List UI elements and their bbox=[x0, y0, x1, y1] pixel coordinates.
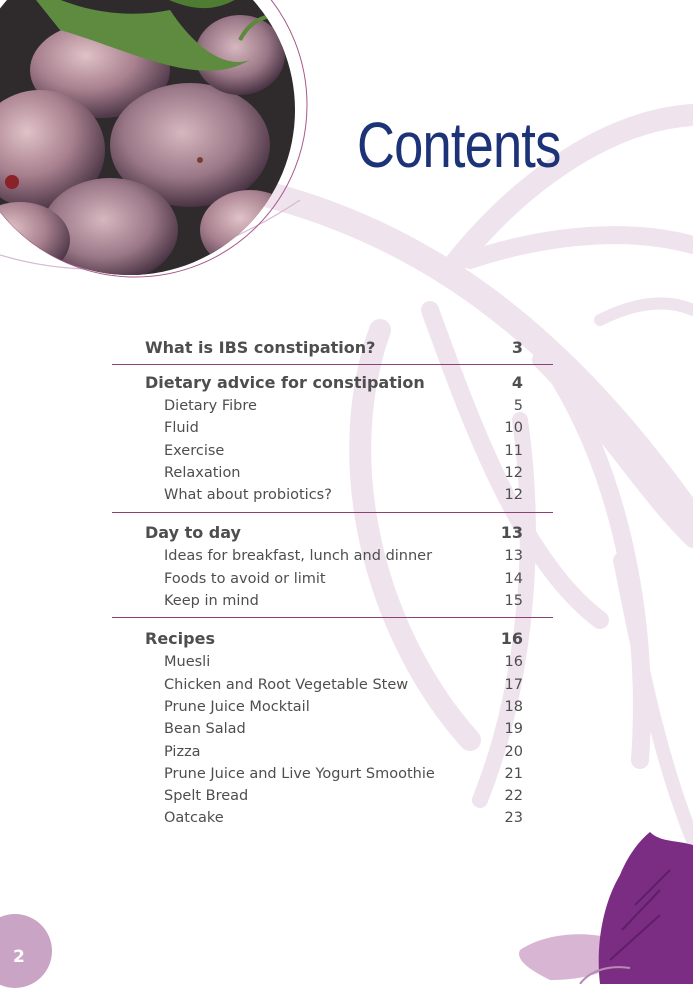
toc-item-label: Foods to avoid or limit bbox=[164, 570, 326, 587]
toc-section bbox=[112, 336, 553, 365]
table-of-contents bbox=[112, 336, 553, 830]
toc-item-page: 13 bbox=[504, 548, 523, 565]
toc-item-row[interactable] bbox=[112, 545, 553, 567]
toc-item-row[interactable] bbox=[112, 568, 553, 590]
toc-item-page: 15 bbox=[504, 593, 523, 610]
toc-item-page: 20 bbox=[504, 743, 523, 760]
toc-item-page: 19 bbox=[504, 721, 523, 738]
toc-item-page: 21 bbox=[504, 765, 523, 782]
toc-item-label: Dietary Fibre bbox=[164, 398, 257, 414]
toc-section bbox=[112, 513, 553, 618]
toc-item-label: Relaxation bbox=[164, 464, 241, 481]
toc-item-label: What about probiotics? bbox=[164, 487, 332, 504]
toc-heading-page: 13 bbox=[500, 523, 523, 543]
toc-item-row[interactable] bbox=[112, 718, 553, 740]
toc-item-label: Ideas for breakfast, lunch and dinner bbox=[164, 548, 433, 565]
toc-item-label: Pizza bbox=[164, 743, 201, 760]
toc-item-page: 17 bbox=[504, 676, 523, 693]
toc-heading-page: 4 bbox=[511, 373, 523, 392]
toc-heading-row[interactable] bbox=[112, 627, 553, 651]
toc-heading-row[interactable] bbox=[112, 336, 553, 360]
toc-item-page: 11 bbox=[504, 442, 523, 459]
toc-item-row[interactable] bbox=[112, 590, 553, 612]
toc-item-row[interactable] bbox=[112, 417, 553, 439]
toc-item-page: 18 bbox=[504, 698, 523, 715]
toc-item-page: 10 bbox=[504, 420, 523, 437]
toc-item-row[interactable] bbox=[112, 440, 553, 462]
toc-item-label: Prune Juice and Live Yogurt Smoothie bbox=[164, 765, 435, 782]
toc-section bbox=[112, 365, 553, 513]
page-number: 2 bbox=[13, 947, 25, 967]
toc-heading-page: 16 bbox=[500, 629, 523, 649]
toc-heading-label: Recipes bbox=[145, 629, 215, 649]
page-title: Contents bbox=[357, 109, 561, 181]
toc-item-page: 16 bbox=[504, 654, 523, 671]
toc-item-label: Oatcake bbox=[164, 810, 224, 827]
corner-leaf-icon bbox=[510, 820, 693, 984]
toc-item-label: Exercise bbox=[164, 442, 225, 459]
toc-item-page: 14 bbox=[504, 570, 523, 587]
toc-item-row[interactable] bbox=[112, 674, 553, 696]
toc-item-label: Fluid bbox=[164, 420, 199, 437]
toc-item-page: 12 bbox=[504, 464, 523, 481]
toc-heading-row[interactable] bbox=[112, 521, 553, 545]
toc-item-label: Keep in mind bbox=[164, 593, 259, 610]
toc-item-row[interactable] bbox=[112, 484, 553, 506]
toc-item-page: 12 bbox=[504, 487, 523, 504]
toc-item-row[interactable] bbox=[112, 741, 553, 763]
toc-item-row[interactable] bbox=[112, 696, 553, 718]
toc-item-row[interactable] bbox=[112, 395, 553, 417]
toc-item-row[interactable] bbox=[112, 462, 553, 484]
toc-item-label: Spelt Bread bbox=[164, 788, 249, 805]
toc-item-row[interactable] bbox=[112, 785, 553, 807]
toc-item-row[interactable] bbox=[112, 807, 553, 829]
toc-heading-label: Day to day bbox=[145, 523, 241, 543]
toc-section bbox=[112, 618, 553, 829]
toc-item-page: 22 bbox=[504, 788, 523, 805]
toc-item-label: Bean Salad bbox=[164, 721, 246, 738]
plum-photo bbox=[0, 0, 330, 300]
toc-heading-page: 3 bbox=[511, 338, 523, 357]
toc-heading-label: Dietary advice for constipation bbox=[145, 373, 425, 392]
toc-item-row[interactable] bbox=[112, 651, 553, 673]
toc-heading-label: What is IBS constipation? bbox=[145, 338, 376, 357]
toc-item-label: Prune Juice Mocktail bbox=[164, 698, 310, 715]
toc-item-label: Chicken and Root Vegetable Stew bbox=[164, 676, 409, 693]
toc-item-page: 23 bbox=[504, 810, 523, 827]
toc-item-row[interactable] bbox=[112, 763, 553, 785]
toc-item-page: 5 bbox=[513, 398, 523, 414]
toc-item-label: Muesli bbox=[164, 654, 211, 671]
toc-heading-row[interactable] bbox=[112, 371, 553, 395]
